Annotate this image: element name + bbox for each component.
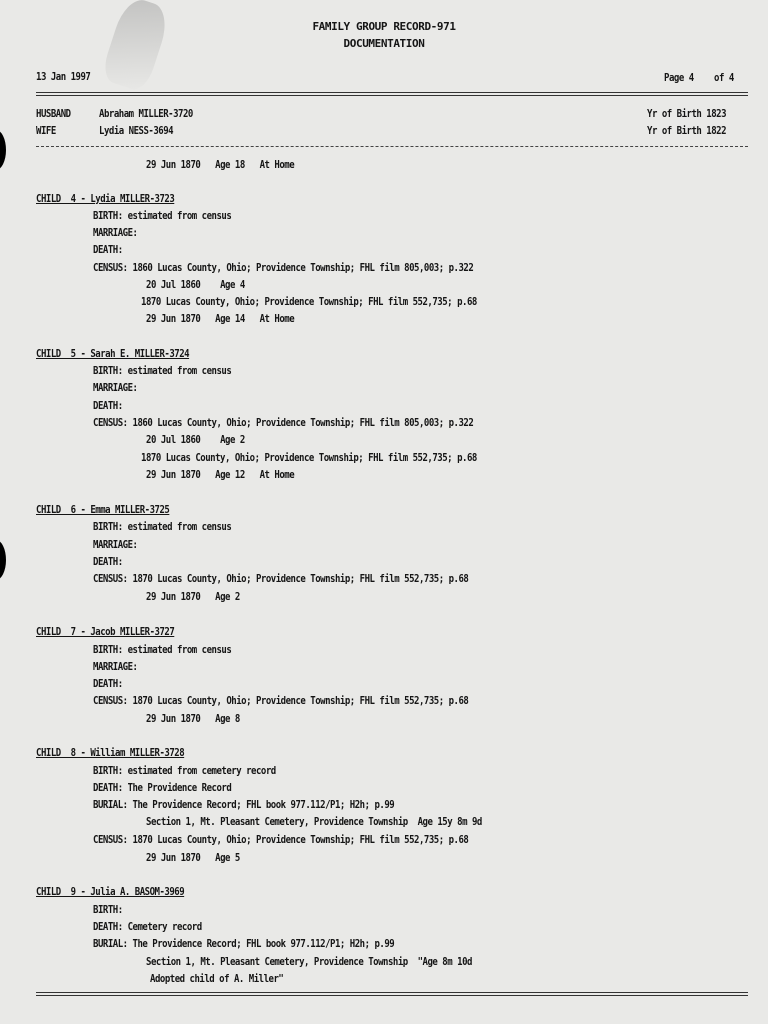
record-line: 29 Jun 1870 Age 8	[146, 712, 240, 725]
child-heading: CHILD 6 - Emma MILLER-3725	[36, 503, 170, 516]
record-line: Section 1, Mt. Pleasant Cemetery, Providence Township Age 15y 8m 9d	[146, 815, 482, 828]
document-date: 13 Jan 1997	[36, 70, 91, 83]
wife-label: WIFE	[36, 124, 56, 137]
record-line: DEATH:	[93, 555, 123, 568]
record-line: MARRIAGE:	[93, 538, 138, 551]
record-line: 1870 Lucas County, Ohio; Providence Township; FHL film 552,735; p.68	[141, 295, 477, 308]
record-line: BIRTH: estimated from cemetery record	[93, 764, 276, 777]
record-line: DEATH:	[93, 677, 123, 690]
record-line: 29 Jun 1870 Age 12 At Home	[146, 468, 295, 481]
record-line: 20 Jul 1860 Age 2	[146, 433, 245, 446]
document-subtitle: DOCUMENTATION	[343, 37, 425, 50]
record-line: 29 Jun 1870 Age 2	[146, 590, 240, 603]
dashed-rule	[36, 146, 748, 147]
record-line: DEATH:	[93, 399, 123, 412]
record-line: BIRTH: estimated from census	[93, 364, 232, 377]
double-rule	[36, 992, 748, 996]
record-line: MARRIAGE:	[93, 660, 138, 673]
record-line: 20 Jul 1860 Age 4	[146, 278, 245, 291]
wife-name: Lydia NESS-3694	[99, 124, 174, 137]
page-total: of 4	[714, 71, 734, 84]
record-line: CENSUS: 1860 Lucas County, Ohio; Providence Township; FHL film 805,003; p.322	[93, 416, 474, 429]
record-line: BIRTH: estimated from census	[93, 643, 232, 656]
double-rule	[36, 92, 748, 96]
child-heading: CHILD 5 - Sarah E. MILLER-3724	[36, 347, 190, 360]
child-heading: CHILD 8 - William MILLER-3728	[36, 746, 185, 759]
child-heading: CHILD 4 - Lydia MILLER-3723	[36, 192, 175, 205]
record-line: 29 Jun 1870 Age 14 At Home	[146, 312, 295, 325]
record-line: DEATH: Cemetery record	[93, 920, 202, 933]
record-line: BIRTH:	[93, 903, 123, 916]
child-heading: CHILD 9 - Julia A. BASOM-3969	[36, 885, 185, 898]
page-number: Page 4	[664, 71, 694, 84]
record-line: Adopted child of A. Miller"	[150, 972, 284, 985]
husband-label: HUSBAND	[36, 107, 71, 120]
record-line: BIRTH: estimated from census	[93, 209, 232, 222]
husband-name: Abraham MILLER-3720	[99, 107, 193, 120]
record-line: BURIAL: The Providence Record; FHL book 977.112/P1; H2h; p.99	[93, 937, 395, 950]
record-line: Section 1, Mt. Pleasant Cemetery, Providence Township "Age 8m 10d	[146, 955, 472, 968]
document-title: FAMILY GROUP RECORD-971	[312, 20, 456, 33]
record-line: MARRIAGE:	[93, 381, 138, 394]
record-line: DEATH: The Providence Record	[93, 781, 232, 794]
record-line: 29 Jun 1870 Age 5	[146, 851, 240, 864]
child-heading: CHILD 7 - Jacob MILLER-3727	[36, 625, 175, 638]
record-line: MARRIAGE:	[93, 226, 138, 239]
record-line: BURIAL: The Providence Record; FHL book 977.112/P1; H2h; p.99	[93, 798, 395, 811]
wife-birth-year: Yr of Birth 1822	[647, 124, 727, 137]
binder-hole-icon	[0, 540, 6, 580]
record-line: DEATH:	[93, 243, 123, 256]
record-line: CENSUS: 1870 Lucas County, Ohio; Providence Township; FHL film 552,735; p.68	[93, 694, 469, 707]
husband-birth-year: Yr of Birth 1823	[647, 107, 727, 120]
record-line: CENSUS: 1870 Lucas County, Ohio; Providence Township; FHL film 552,735; p.68	[93, 833, 469, 846]
binder-hole-icon	[0, 130, 6, 170]
record-line: BIRTH: estimated from census	[93, 520, 232, 533]
record-line: 1870 Lucas County, Ohio; Providence Township; FHL film 552,735; p.68	[141, 451, 477, 464]
continuation-line: 29 Jun 1870 Age 18 At Home	[146, 158, 295, 171]
record-line: CENSUS: 1870 Lucas County, Ohio; Providence Township; FHL film 552,735; p.68	[93, 572, 469, 585]
record-line: CENSUS: 1860 Lucas County, Ohio; Providence Township; FHL film 805,003; p.322	[93, 261, 474, 274]
